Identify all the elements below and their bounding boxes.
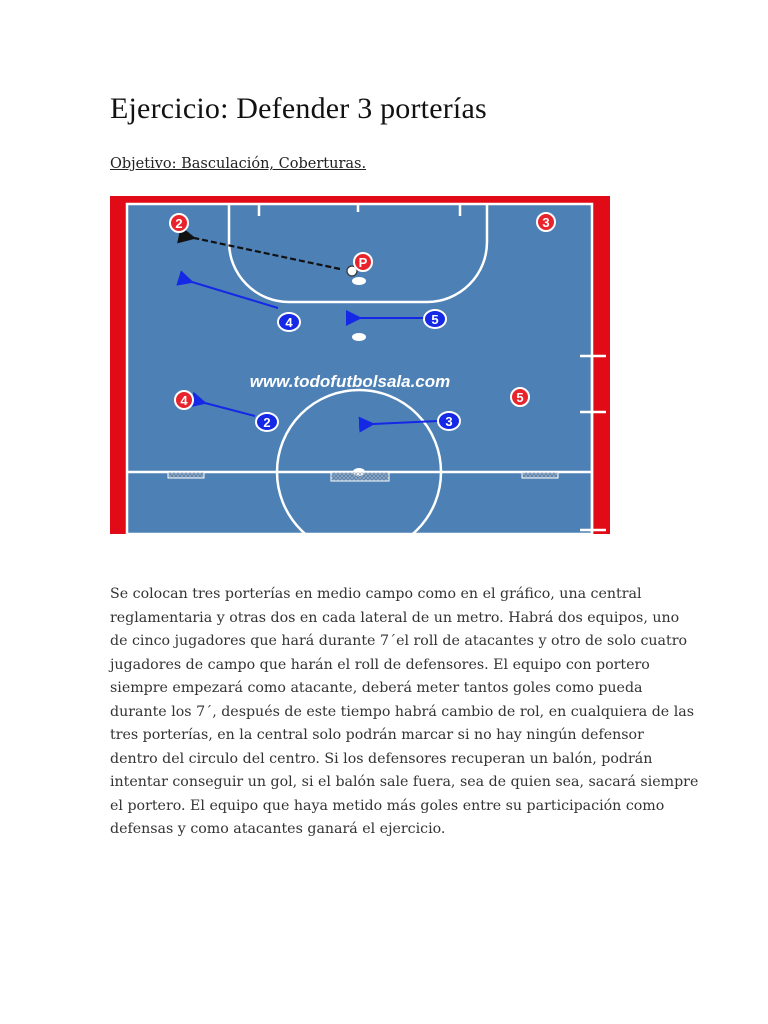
description-line: Se colocan tres porterías en medio campo como en el gráfico, una central bbox=[110, 586, 642, 602]
description-line: defensas y como atacantes ganará el ejercicio. bbox=[110, 821, 446, 837]
goalkeeper-marker bbox=[354, 253, 372, 271]
description-line: tres porterías, en la central solo podrán marcar si no hay ningún defensor bbox=[110, 727, 644, 743]
attacker-5 bbox=[511, 388, 529, 406]
svg-text:3: 3 bbox=[445, 414, 453, 429]
defender-5 bbox=[424, 310, 446, 328]
defender-4 bbox=[278, 313, 300, 331]
description-line: durante los 7´, después de este tiempo habrá cambio de rol, en cualquiera de las bbox=[110, 703, 694, 720]
center-spot bbox=[352, 333, 366, 341]
attacker-4 bbox=[175, 391, 193, 409]
attacker-2 bbox=[170, 214, 188, 232]
svg-text:5: 5 bbox=[431, 312, 439, 327]
svg-text:4: 4 bbox=[180, 393, 188, 408]
description-line: el portero. El equipo que haya metido más goles entre su participación como bbox=[110, 797, 665, 814]
defender-3 bbox=[438, 412, 460, 430]
description-line: jugadores de campo que harán el roll de defensores. El equipo con portero bbox=[110, 656, 650, 673]
page-title: Ejercicio: Defender 3 porterías bbox=[110, 92, 487, 125]
description-line: reglamentaria y otras dos en cada lateral de un metro. Habrá dos equipos, uno bbox=[110, 609, 680, 626]
svg-text:2: 2 bbox=[263, 415, 271, 430]
goal-right bbox=[522, 472, 558, 478]
goalkeeper-label: P bbox=[358, 255, 368, 270]
svg-text:5: 5 bbox=[516, 390, 524, 405]
attacker-3 bbox=[537, 213, 555, 231]
description-line: intentar conseguir un gol, si el balón sale fuera, sea de quien sea, sacará siempre bbox=[110, 774, 699, 790]
svg-text:3: 3 bbox=[542, 215, 550, 230]
goal-left bbox=[168, 472, 204, 478]
defender-2 bbox=[256, 413, 278, 431]
futsal-court-diagram bbox=[110, 196, 610, 534]
description-line: de cinco jugadores que hará durante 7´el roll de atacantes y otro de solo cuatro bbox=[110, 633, 688, 649]
description-line: dentro del circulo del centro. Si los defensores recuperan un balón, podrán bbox=[110, 750, 653, 767]
objective-text: Objetivo: Basculación, Coberturas. bbox=[110, 156, 367, 172]
description-line: siempre empezará como atacante, deberá meter tantos goles como pueda bbox=[110, 680, 643, 696]
svg-text:4: 4 bbox=[285, 315, 293, 330]
svg-text:2: 2 bbox=[175, 216, 183, 231]
goal-center bbox=[331, 472, 389, 481]
exercise-description bbox=[110, 583, 699, 842]
watermark-text: www.todofutbolsala.com bbox=[249, 372, 451, 391]
penalty-spot bbox=[352, 277, 366, 285]
